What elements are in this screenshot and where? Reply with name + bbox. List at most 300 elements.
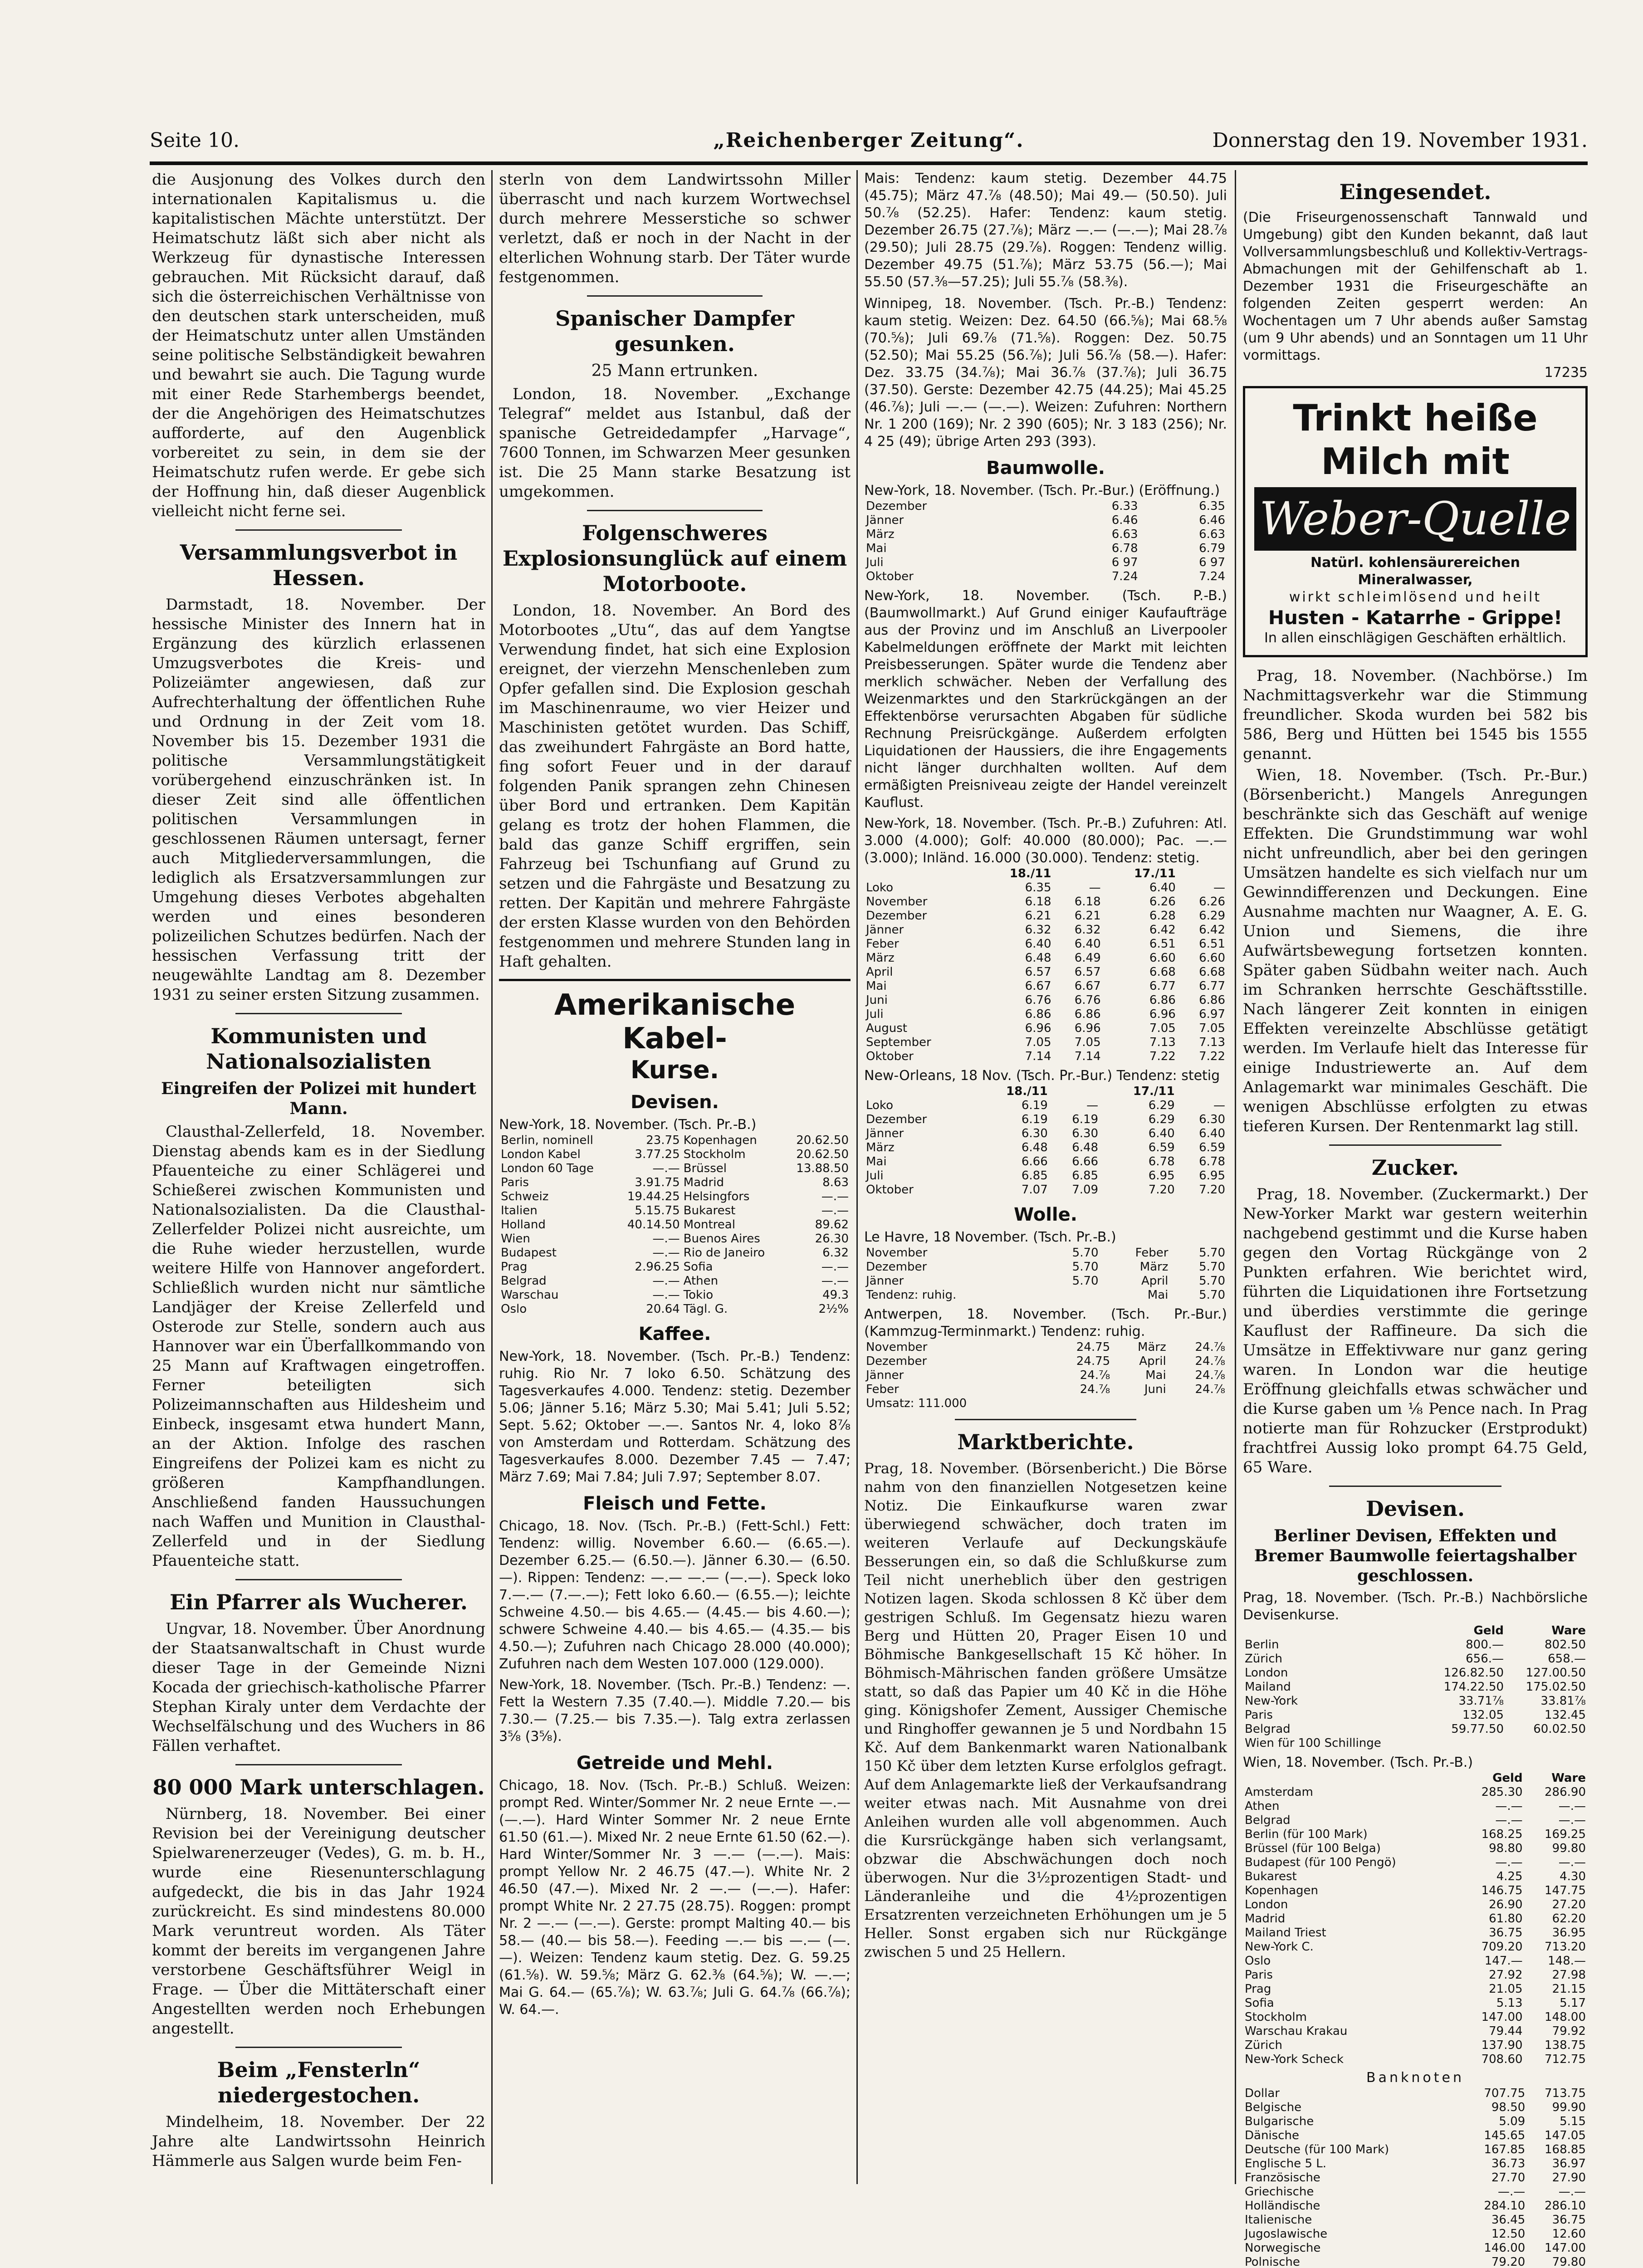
table-cell: 2.96.25	[635, 1260, 680, 1274]
table-cell: Prag	[501, 1260, 528, 1274]
table-caption: Le Havre, 18 November. (Tsch. Pr.-B.)	[864, 1229, 1116, 1245]
table-cell: Dezember	[866, 499, 927, 513]
table-cell: 5.70	[1072, 1274, 1099, 1288]
table-cell: 126.82.50	[1443, 1666, 1504, 1680]
table-cell: Belgrad	[1245, 1722, 1291, 1736]
table-cell: Belgrad	[1245, 1813, 1291, 1827]
table-cell: Bukarest	[683, 1204, 736, 1217]
table-cell: Mai	[866, 979, 887, 993]
market-report: Mais: Tendenz: kaum stetig. Dezember 44.75 (45.75); März 47.⅞ (48.50); Mai 49.— (50.50). Juli 50.⅞ (52.25). Hafer: Tendenz: kaum stetig. Dezember 26.75 (27.⅞); März —.— (—.—); Mai 28.⅞ (29.50); Juli 28.75 (29.⅞). Roggen: Tendenz willig. Dezember 49.75 (51.⅞); März 53.75 (56.—); Mai 55.50 (57.⅜—57.25); Juli 55.⅞ (58.⅜).	[864, 171, 1227, 290]
section-subtitle: Baumwolle.	[986, 458, 1105, 479]
notice-body: (Die Friseurgenossenschaft Tannwald und Umgebung) gibt den Kunden bekannt, daß laut Vollversammlungsbeschluß und Kollektiv-Vertrags-Abmachungen mit der Gehilfenschaft ab 1. Dezember 1931 die Friseurgeschäfte an folgenden Zeiten gesperrt werden: An Wochentagen um 7 Uhr abends außer Samstag (um 9 Uhr abends) und an Sonntagen um 11 Uhr vormittags.	[1243, 210, 1588, 363]
article-headline: Spanischer Dampfer gesunken.	[555, 306, 794, 356]
table-cell: 145.65	[1484, 2129, 1526, 2142]
table-cell: 27.90	[1552, 2171, 1586, 2185]
table-cell: 7.13	[1199, 1036, 1225, 1049]
table-cell: Englische 5 L.	[1245, 2157, 1326, 2170]
table-row	[864, 1369, 1227, 1383]
table-header-cell	[1053, 867, 1102, 881]
table-cell: Belgische	[1245, 2101, 1302, 2114]
market-report: New-York, 18. November. (Tsch. Pr.-B.) Tendenz: —. Fett la Western 7.35 (7.40.—). Middle 7.20.— bis 7.30.— (7.25.— bis 7.35.—). Talg extra zerlassen 3⅝ (3⅝).	[499, 1677, 851, 1745]
table-row	[1243, 2255, 1588, 2268]
table-row	[864, 1340, 1227, 1354]
table-cell: 6.40	[1149, 881, 1176, 894]
table-cell: 800.—	[1466, 1638, 1504, 1652]
cotton-table	[864, 867, 1227, 1064]
table-cell: Athen	[683, 1274, 719, 1288]
table-cell: 6.51	[1199, 937, 1225, 951]
table-cell: 708.60	[1481, 2053, 1523, 2066]
article-body: London, 18. November. An Bord des Motorbootes „Utu“, das auf dem Yangtse Verwendung findet, hat sich eine Explosion ereignet, der vierzehn Menschenleben zum Opfer gefallen sind. Die Explosion geschah im Maschinenraume, wo vier Heizer und Maschinisten getötet wurden. Das Schiff, das zweihundert Fahrgäste an Bord hatte, fing sofort Feuer und in der darauf folgenden Panik sprangen zehn Chinesen über Bord und ertranken. Dem Kapitän gelang es trotz der hohen Flammen, die bald das ganze Schiff ergriffen, sein Fahrzeug bei Tschunfiang auf Grund zu setzen und die Fahrgäste und Besatzung zu retten. Der Kapitän und mehrere Fahrgäste der ersten Klasse wurden von den Behörden festgenommen und mehrere Stunden lang in Haft gehalten.	[499, 601, 851, 971]
table-cell: 802.50	[1545, 1638, 1586, 1652]
table-cell: 6.63	[1111, 528, 1138, 541]
table-cell: 6.67	[1025, 979, 1051, 993]
table-cell: Mailand Triest	[1245, 1926, 1326, 1940]
banknote-table	[1243, 2087, 1588, 2268]
table-cell: 24.⅞	[1195, 1369, 1225, 1382]
table-cell: 6.57	[1074, 965, 1101, 979]
table-cell: 24.⅞	[1080, 1383, 1110, 1396]
table-row	[1243, 1982, 1588, 1996]
table-cell: 5.13	[1496, 1996, 1523, 2010]
table-cell: 20.62.50	[796, 1148, 849, 1161]
table-cell: 174.22.50	[1443, 1680, 1504, 1694]
table-row	[1243, 1870, 1588, 1884]
table-cell: Warschau	[501, 1288, 559, 1302]
table-cell: Zürich	[1245, 1652, 1282, 1666]
table-row	[1243, 2227, 1588, 2241]
table-cell: 713.20	[1545, 1940, 1586, 1954]
market-report: Chicago, 18. Nov. (Tsch. Pr.-B.) (Fett-Schl.) Fett: Tendenz: willig. November 6.60.— (6.65.—). Dezember 6.25.— (6.50.—). Jänner 6.30.— (6.50.—). Rippen: Tendenz: —.— —.— (—.—). Speck loko 7.—.— (7.—.—); Fett loko 6.60.— (6.55.—); leichte Schweine 4.50.— bis 4.65.— (4.45.— bis 4.60.—); schwere Schweine 4.40.— bis 4.65.— (4.35.— bis 4.50.—); Zufuhren nach Chicago 28.000 (40.000); Zufuhren nach dem Westen 107.000 (129.000).	[499, 1518, 851, 1672]
advertisement	[1243, 386, 1588, 657]
table-row	[499, 1148, 851, 1162]
table-cell: Bulgarische	[1245, 2115, 1314, 2128]
table-cell	[1043, 1288, 1100, 1302]
section-title: Zucker.	[1371, 1155, 1459, 1180]
table-cell: Italienische	[1245, 2213, 1312, 2227]
table-cell: New-York	[1245, 1694, 1298, 1708]
table-cell: Feber	[1135, 1246, 1169, 1260]
table-cell: Oslo	[501, 1302, 527, 1316]
table-caption: Prag, 18. November. (Tsch. Pr.-B.) Nachbörsliche Devisenkurse.	[1243, 1590, 1588, 1623]
table-row	[1243, 1856, 1588, 1870]
table-row	[1243, 1996, 1588, 2010]
table-cell: 6.40	[1199, 1127, 1225, 1140]
table-row	[1243, 2213, 1588, 2227]
table-cell: 6.32	[1074, 923, 1101, 937]
table-cell: Athen	[1245, 1799, 1280, 1813]
table-cell: Dänische	[1245, 2129, 1299, 2142]
table-cell: 5.70	[1199, 1260, 1225, 1274]
table-cell: 33.81⅞	[1540, 1694, 1586, 1708]
ad-text: wirkt schleimlösend und heilt	[1289, 589, 1542, 605]
table-cell: 132.45	[1545, 1708, 1586, 1722]
table-cell: Juli	[866, 1007, 884, 1021]
table-cell: Zürich	[1245, 2038, 1282, 2052]
table-row	[499, 1176, 851, 1190]
table-cell: März	[866, 528, 895, 541]
table-cell: Juni	[866, 993, 888, 1007]
table-cell: 59.77.50	[1451, 1722, 1504, 1736]
table-cell: 6.59	[1148, 1141, 1175, 1154]
table-row	[864, 499, 1227, 513]
table-cell: Warschau Krakau	[1245, 2024, 1348, 2038]
table-cell: 79.80	[1552, 2255, 1586, 2268]
table-cell: 7.05	[1199, 1022, 1225, 1035]
table-cell: 27.98	[1552, 1968, 1586, 1982]
cotton-table	[864, 499, 1227, 584]
table-row	[1243, 2038, 1588, 2053]
table-cell: Juni	[1144, 1383, 1166, 1396]
table-cell: 6.18	[1025, 895, 1051, 909]
table-cell: Paris	[501, 1176, 529, 1189]
ad-headline: Trinkt heiße Milch mit	[1293, 397, 1538, 483]
table-cell: Feber	[866, 1383, 899, 1396]
table-row	[1243, 2087, 1588, 2101]
table-cell: Jänner	[866, 1369, 904, 1382]
table-cell: —.—	[652, 1162, 680, 1175]
table-cell: —.—	[1558, 1799, 1586, 1813]
table-caption: Wien, 18. November. (Tsch. Pr.-B.)	[1243, 1755, 1473, 1770]
table-cell: —.—	[652, 1232, 680, 1246]
table-cell: 7.22	[1199, 1050, 1225, 1063]
table-row	[1243, 1828, 1588, 1842]
table-row	[1243, 1708, 1588, 1722]
table-cell: 147.05	[1545, 2129, 1586, 2142]
table-cell: 12.60	[1552, 2227, 1586, 2241]
table-row	[1243, 2171, 1588, 2185]
column-divider	[1235, 170, 1236, 2184]
table-cell: 6.68	[1149, 965, 1176, 979]
table-cell: Brüssel (für 100 Belga)	[1245, 1842, 1381, 1855]
table-cell: 5.70	[1072, 1246, 1099, 1260]
article-headline: Ein Pfarrer als Wucherer.	[170, 1590, 468, 1614]
table-row	[1243, 1736, 1588, 1750]
table-row	[1243, 1785, 1588, 1799]
table-cell: Tokio	[683, 1288, 714, 1302]
table-cell: Juli	[866, 1169, 884, 1183]
table-row	[1243, 2115, 1588, 2129]
table-row	[499, 1288, 851, 1302]
table-cell: Budapest	[501, 1246, 557, 1260]
table-cell: Mailand	[1245, 1680, 1291, 1694]
column-1	[152, 170, 485, 2184]
table-cell: —.—	[821, 1190, 849, 1203]
column-2	[499, 170, 851, 2184]
section-subtitle: Getreide und Mehl.	[576, 1753, 773, 1774]
table-cell: 6.79	[1199, 542, 1225, 555]
table-header-row	[864, 1085, 1227, 1099]
table-cell: 24.⅞	[1195, 1383, 1225, 1396]
table-cell: Wien für 100 Schillinge	[1245, 1736, 1381, 1750]
table-header-row	[1243, 1771, 1588, 1785]
table-cell: 707.75	[1484, 2087, 1526, 2100]
article-separator	[1329, 1486, 1501, 1487]
table-cell: 2½%	[818, 1302, 849, 1316]
table-cell: 7.24	[1111, 570, 1138, 583]
table-cell: Italien	[501, 1204, 538, 1217]
table-row	[1243, 2241, 1588, 2255]
table-cell: —.—	[821, 1204, 849, 1217]
table-cell: Loko	[866, 881, 893, 894]
table-cell: 7.09	[1072, 1183, 1099, 1197]
table-cell: 62.20	[1552, 1912, 1586, 1926]
article-separator	[1329, 1144, 1501, 1146]
table-row	[864, 895, 1227, 909]
table-cell: 6.66	[1021, 1155, 1048, 1168]
table-cell: Mai	[866, 542, 887, 555]
market-report: Wien, 18. November. (Tsch. Pr.-Bur.) (Börsenbericht.) Mangels Anregungen beschränkte sich das Geschäft auf wenige Effekten. Die Grundstimmung war wohl nicht unfreundlich, aber bei den geringen Umsätzen handelte es sich vielfach nur um Gewinndifferenzen und Deckungen. Eine Ausnahme machten nur Waagner, A. E. G. Union und Siemens, die ihre Aufwärtsbewegung fortsetzen konnten. Später gaben Südbahn weiter nach. Auch im Schranken herrschte Geschäftsstille. Nach längerer Zeit konnten in einigen Effekten vereinzelte Abschlüsse getätigt werden. Im Verlaufe hielt das Interesse für einige Industriewerte an. Auf dem Anlagemarkt war minimales Geschäft. Die wenigen Abschlüsse erfolgten zu etwas tieferen Kursen. Der Rentenmarkt lag still.	[1243, 766, 1588, 1135]
table-cell: Buenos Aires	[683, 1232, 760, 1246]
table-cell: 7.20	[1148, 1183, 1175, 1197]
table-cell: London	[1245, 1666, 1288, 1680]
table-row	[864, 1113, 1227, 1127]
table-cell: Oktober	[866, 1050, 914, 1063]
section-title: Devisen.	[1366, 1496, 1465, 1521]
section-subtitle: Devisen.	[631, 1092, 719, 1113]
table-cell: 6.85	[1072, 1169, 1099, 1183]
table-cell: 6.97	[1199, 1007, 1225, 1021]
table-header-cell	[1243, 1771, 1461, 1785]
table-cell: 24.75	[1076, 1354, 1110, 1368]
table-row	[864, 1099, 1227, 1113]
table-header-cell: Ware	[1551, 1624, 1586, 1637]
table-cell: April	[1139, 1354, 1166, 1368]
table-cell: 36.73	[1491, 2157, 1526, 2170]
table-cell: Amsterdam	[1245, 1785, 1313, 1799]
table-row	[864, 1155, 1227, 1169]
table-cell: 24.⅞	[1195, 1354, 1225, 1368]
table-row	[1243, 2199, 1588, 2213]
table-cell: 79.44	[1489, 2024, 1523, 2038]
table-cell: Oslo	[1245, 1954, 1271, 1968]
table-cell: Sofia	[683, 1260, 713, 1274]
market-report: Prag, 18. November. (Nachbörse.) Im Nachmittagsverkehr war die Stimmung freundlicher. Skoda wurden bei 582 bis 586, Berg und Hütten bei 1545 bis 1555 genannt.	[1243, 667, 1588, 763]
table-cell: Bukarest	[1245, 1870, 1297, 1883]
article-separator	[587, 295, 763, 297]
table-row	[864, 1354, 1227, 1369]
table-cell: —.—	[1558, 1813, 1586, 1827]
table-cell: 146.75	[1481, 1884, 1523, 1897]
table-cell: Jänner	[866, 513, 904, 527]
table-row	[864, 1169, 1227, 1183]
table-row	[1243, 1680, 1588, 1694]
article-headline: Versammlungsverbot in Hessen.	[180, 540, 458, 590]
table-cell: 6.26	[1149, 895, 1176, 909]
table-cell: Schweiz	[501, 1190, 549, 1203]
table-cell: 27.92	[1489, 1968, 1523, 1982]
table-row	[1243, 1968, 1588, 1982]
table-row	[864, 1246, 1227, 1260]
table-cell: 146.00	[1484, 2241, 1526, 2255]
table-row	[864, 1022, 1227, 1036]
table-cell: März	[1138, 1340, 1166, 1354]
table-row	[864, 1397, 1227, 1411]
table-cell: Holländische	[1245, 2199, 1320, 2213]
table-cell: 6.40	[1025, 937, 1051, 951]
table-header-cell	[864, 1085, 973, 1099]
table-cell: 175.02.50	[1526, 1680, 1586, 1694]
table-cell: —.—	[652, 1288, 680, 1302]
table-row	[864, 993, 1227, 1007]
table-cell: 6.76	[1074, 993, 1101, 1007]
table-cell: 3.91.75	[635, 1176, 680, 1189]
article-headline: Kommunisten und Nationalsozialisten	[206, 1024, 431, 1074]
table-cell: 6.51	[1149, 937, 1176, 951]
table-cell	[1168, 1397, 1227, 1411]
table-cell: Stockholm	[683, 1148, 746, 1161]
table-cell	[1112, 1397, 1168, 1411]
table-cell: April	[1141, 1274, 1169, 1288]
table-cell: 658.—	[1548, 1652, 1586, 1666]
table-cell: 6.30	[1199, 1113, 1225, 1126]
table-cell: Helsingfors	[683, 1190, 750, 1203]
table-cell: 36.95	[1552, 1926, 1586, 1940]
table-cell: Tägl. G.	[683, 1302, 728, 1316]
table-header-cell	[1243, 1624, 1423, 1638]
table-cell: 89.62	[815, 1218, 849, 1232]
table-caption: Banknoten	[1366, 2070, 1464, 2086]
table-cell: 23.75	[646, 1134, 680, 1147]
table-row	[1243, 2185, 1588, 2199]
table-cell: 12.50	[1491, 2227, 1526, 2241]
table-header-cell: 18./11	[1009, 867, 1051, 880]
table-row	[864, 1007, 1227, 1022]
page-number: Seite 10.	[150, 129, 240, 152]
table-cell: Berlin, nominell	[501, 1134, 593, 1147]
table-cell: 284.10	[1484, 2199, 1526, 2213]
table-cell: 20.62.50	[796, 1134, 849, 1147]
table-cell: 6.42	[1199, 923, 1225, 937]
table-row	[1243, 2101, 1588, 2115]
table-cell: —.—	[821, 1260, 849, 1274]
table-cell: 99.80	[1552, 1842, 1586, 1855]
ad-text: In allen einschlägigen Geschäften erhältlich.	[1264, 630, 1567, 646]
table-cell: —.—	[1558, 2185, 1586, 2199]
table-cell: Deutsche (für 100 Mark)	[1245, 2143, 1389, 2156]
table-cell: 6.78	[1199, 1155, 1225, 1168]
table-row	[1243, 2157, 1588, 2171]
table-caption: New-Orleans, 18 Nov. (Tsch. Pr.-Bur.) Tendenz: stetig	[864, 1068, 1220, 1084]
table-cell: 6.96	[1074, 1022, 1101, 1035]
table-cell: 6 97	[1111, 556, 1138, 569]
masthead-rule	[150, 161, 1588, 165]
table-cell: 6.19	[1072, 1113, 1099, 1126]
table-cell: 6.96	[1025, 1022, 1051, 1035]
table-row	[1243, 1799, 1588, 1813]
market-report: New-York, 18. November. (Tsch. Pr.-B.) Tendenz: ruhig. Rio Nr. 7 loko 6.50. Schätzung des Tagesverkaufes 4.000. Tendenz: stetig. Dezember 5.06; Jänner 5.16; März 5.30; Mai 5.41; Juli 5.52; Sept. 5.62; Oktober —.—. Santos Nr. 4, loko 8⅞ von Amsterdam und Rotterdam. Schätzung des Tagesverkaufes 8.000. Dezember 7.45 — 7.47; März 7.69; Mai 7.84; Juli 7.97; September 8.07.	[499, 1349, 851, 1485]
table-cell: 168.25	[1481, 1828, 1523, 1841]
section-title: Marktberichte.	[957, 1430, 1134, 1454]
table-cell: 5.70	[1199, 1288, 1225, 1302]
table-row	[864, 965, 1227, 979]
column-3	[864, 170, 1227, 2184]
table-cell: Dezember	[866, 1354, 927, 1368]
table-cell: 61.80	[1489, 1912, 1523, 1926]
table-cell: 7.22	[1149, 1050, 1176, 1063]
table-cell: Wien	[501, 1232, 530, 1246]
table-cell: Kopenhagen	[683, 1134, 757, 1147]
table-cell: Polnische	[1245, 2255, 1300, 2268]
table-cell: —.—	[1558, 1856, 1586, 1869]
table-cell: —	[1089, 881, 1101, 894]
table-cell: März	[866, 1141, 895, 1154]
table-cell: Montreal	[683, 1218, 735, 1232]
table-cell: —.—	[1495, 1813, 1523, 1827]
table-cell: —.—	[1495, 1799, 1523, 1813]
table-row	[499, 1274, 851, 1288]
table-cell: Umsatz: 111.000	[866, 1397, 967, 1410]
table-cell: Französische	[1245, 2171, 1320, 2185]
table-cell: 7.05	[1149, 1022, 1176, 1035]
table-cell: Budapest (für 100 Pengö)	[1245, 1856, 1396, 1869]
currency-table	[1243, 1771, 1588, 2067]
table-row	[864, 1036, 1227, 1050]
table-header-cell	[864, 867, 978, 881]
table-cell: 6.29	[1199, 909, 1225, 923]
table-cell: 713.75	[1545, 2087, 1586, 2100]
table-cell: 7.20	[1199, 1183, 1225, 1197]
article-body: London, 18. November. „Exchange Telegraf“ meldet aus Istanbul, daß der spanische Getreidedampfer „Harvage“, 7600 Tonnen, im Schwarzen Meer gesunken ist. Die 25 Mann starke Besatzung ist umgekommen.	[499, 385, 851, 501]
table-cell: 8.63	[822, 1176, 849, 1189]
table-cell: 138.75	[1545, 2038, 1586, 2052]
table-row	[1243, 1652, 1588, 1666]
table-cell: 6.86	[1025, 1007, 1051, 1021]
table-row	[864, 1127, 1227, 1141]
table-cell: 5.15	[1560, 2115, 1586, 2128]
table-cell: Madrid	[1245, 1912, 1286, 1926]
table-cell: 4.30	[1560, 1870, 1586, 1883]
table-cell: 6.77	[1199, 979, 1225, 993]
table-cell: 6.49	[1074, 951, 1101, 965]
table-cell: —.—	[1498, 2185, 1526, 2199]
market-report: New-York, 18. November. (Tsch. P.-B.) (Baumwollmarkt.) Auf Grund einiger Kaufaufträge aus der Provinz und im Anschluß an Liverpooler Kabelmeldungen eröffnete der Markt mit leichten Preisbesserungen. Später wurde die Tendenz aber merklich schwächer. Neben der Verfallung des Weizenmarktes und den Starkrückgängen an der Effektenbörse verursachten Abgaben für südliche Rechnung Preisrückgänge. Außerdem erfolgten Liquidationen der Haussiers, die ihre Engagements nicht länger durchhalten wollten. Auf dem ermäßigten Preisniveau zeigte der Handel vereinzelt Kauflust.	[864, 588, 1227, 811]
wool-table	[864, 1246, 1227, 1302]
table-cell: 40.14.50	[627, 1218, 680, 1232]
table-header-row	[864, 867, 1227, 881]
table-cell: Dezember	[866, 1260, 927, 1274]
table-row	[499, 1232, 851, 1246]
table-cell: 6.86	[1149, 993, 1176, 1007]
article-separator	[235, 2047, 402, 2048]
table-cell: 7.05	[1025, 1036, 1051, 1049]
article-separator	[235, 1764, 402, 1765]
market-report: Winnipeg, 18. November. (Tsch. Pr.-B.) Tendenz: kaum stetig. Weizen: Dez. 64.50 (66.⅝); Mai 68.⅝ (70.⅝); Juli 69.⅞ (71.⅝). Roggen: Dez. 50.75 (52.50); Mai 55.25 (56.⅞); Juli 56.⅞ (58.—). Hafer: Dez. 33.75 (34.⅞); Mai 36.⅞ (37.⅞); Juli 36.75 (37.50). Gerste: Dezember 42.75 (44.25); Mai 45.25 (46.⅞); Juli —.— (—.—). Weizen: Zufuhren: Northern Nr. 1 200 (169); Nr. 2 390 (605); Nr. 3 183 (256); Nr. 4 25 (49); übrige Arten 293 (393).	[864, 296, 1227, 450]
table-cell: August	[866, 1022, 907, 1035]
table-row	[864, 1288, 1227, 1302]
market-report: Prag, 18. November. (Zuckermarkt.) Der New-Yorker Markt war gestern weiterhin nachgebend gestimmt und die Kurse haben gegen den Vortag Rückgänge von 2 Punkten erfahren. Wie berichtet wird, führten die Liquidationen ihre Fortsetzung und überdies verstimmte die geringe Kauflust der Raffineure. Da sich die Umsätze in Effektivware nur ganz gering waren. In London war die heutige Eröffnung gleichfalls etwas schwächer und die Kurse gaben um ⅛ Pence nach. In Prag notierte man für Rohzucker (Erstprodukt) frachtfrei Aussig loko prompt 64.75 Geld, 65 Ware.	[1243, 1185, 1588, 1476]
table-caption: New-York, 18. November. (Tsch. Pr.-Bur.) (Eröffnung.)	[864, 483, 1220, 499]
column-4	[1243, 170, 1588, 2268]
table-row	[864, 570, 1227, 584]
table-cell: 6.95	[1199, 1169, 1225, 1183]
article-continuation: sterln von dem Landwirtssohn Miller überrascht und nach kurzem Wortwechsel durch mehrere Messerstiche so schwer verletzt, daß er noch in der Nacht in der elterlichen Wohnung starb. Der Täter wurde festgenommen.	[499, 171, 851, 286]
table-cell: 5.70	[1072, 1260, 1099, 1274]
table-row	[1243, 1666, 1588, 1680]
table-row	[499, 1134, 851, 1148]
table-cell: —.—	[652, 1246, 680, 1260]
table-cell: 60.02.50	[1533, 1722, 1586, 1736]
table-row	[864, 556, 1227, 570]
table-row	[864, 881, 1227, 895]
table-cell: 5.70	[1199, 1274, 1225, 1288]
table-header-cell: Geld	[1473, 1624, 1504, 1637]
table-cell: 24.⅞	[1080, 1369, 1110, 1382]
table-cell: 6.21	[1074, 909, 1101, 923]
table-cell: Jänner	[866, 1274, 904, 1288]
table-cell: 6.67	[1074, 979, 1101, 993]
table-cell: 6.78	[1111, 542, 1138, 555]
